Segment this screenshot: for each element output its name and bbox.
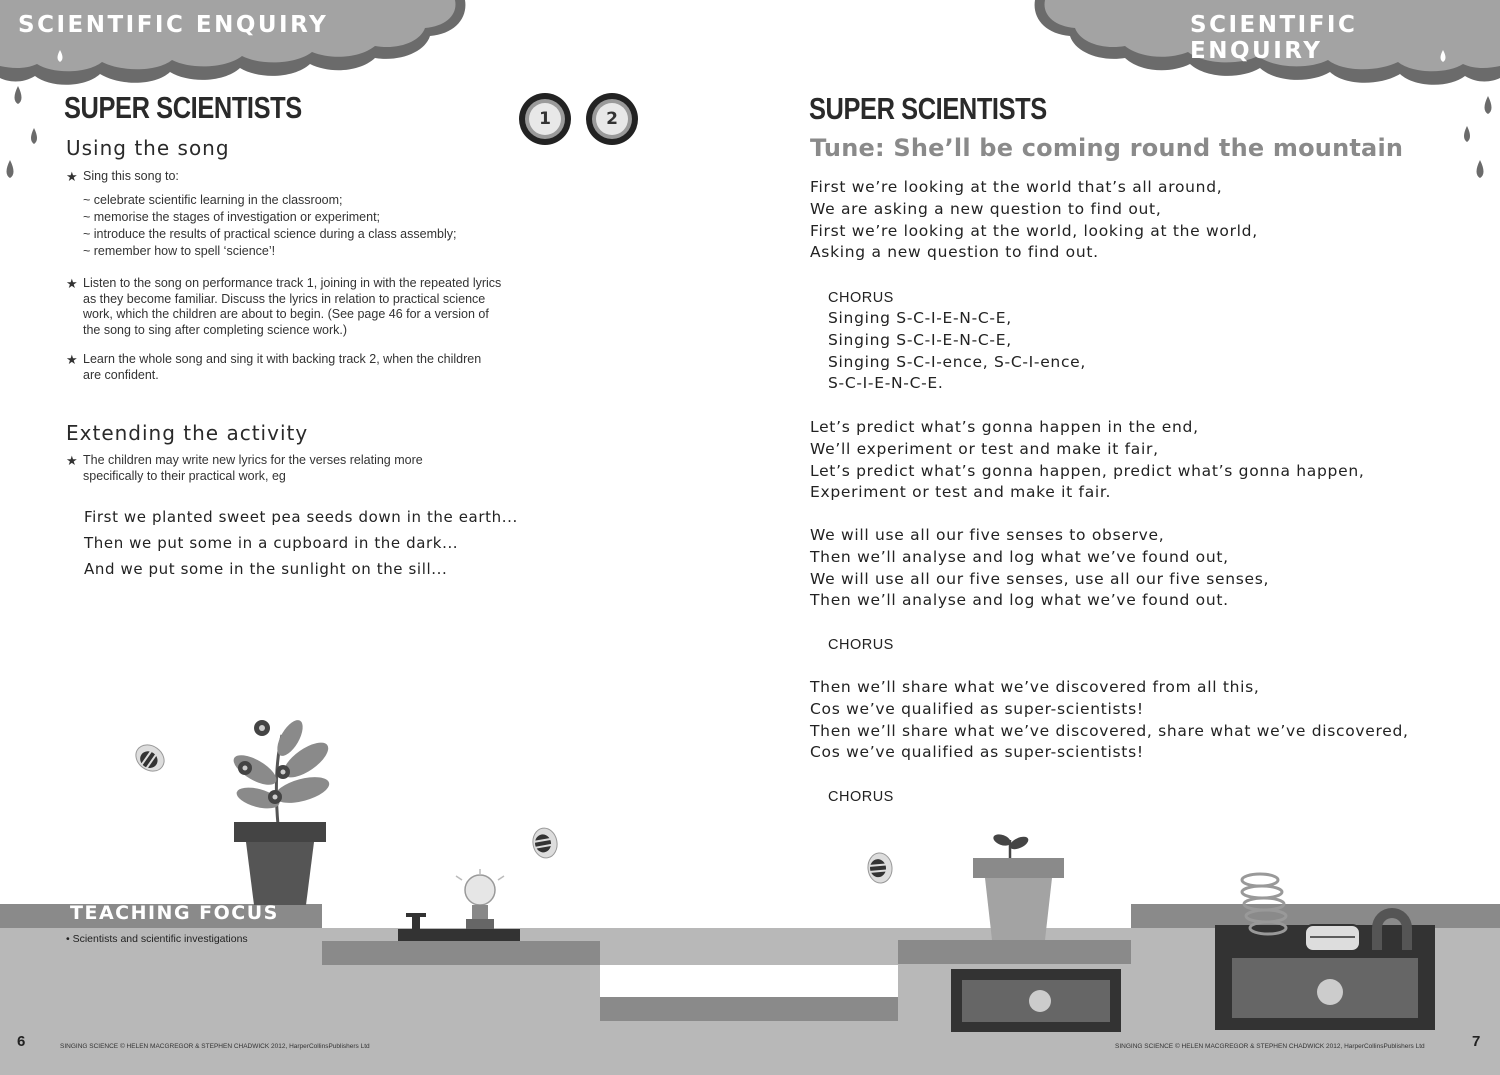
teaching-focus-title: TEACHING FOCUS — [70, 902, 279, 924]
right-banner-title: SCIENTIFIC ENQUIRY — [1190, 12, 1358, 64]
track-2-number: 2 — [596, 103, 628, 135]
teaching-focus-item: • Scientists and scientific investigations — [66, 933, 248, 945]
lyric-line: Experiment or test and make it fair. — [810, 483, 1112, 502]
lyric-line: Singing S-C-I-E-N-C-E, — [828, 330, 1012, 349]
star-icon: ★ — [66, 453, 78, 468]
lyric-line: Then we’ll share what we’ve discovered, share what we’ve discovered, — [810, 721, 1409, 740]
bullet-text: Listen to the song on performance track 1, joining in with the repeated lyrics as they become familiar. Discuss the lyrics in relation to practical science work, which the children are about to begin. (See page 46 for a version of the song to sing after completing science work.) — [83, 276, 502, 337]
list-item: ~ celebrate scientific learning in the classroom; — [83, 193, 343, 207]
drawer-left — [951, 969, 1121, 1032]
example-line: First we planted sweet pea seeds down in the earth... — [84, 508, 518, 526]
chorus-label: CHORUS — [828, 290, 894, 306]
chorus — [828, 309, 1086, 396]
chorus-label: CHORUS — [828, 789, 894, 805]
left-page-title: SUPER SCIENTISTS — [64, 90, 302, 125]
bullet-text: Sing this song to: — [83, 169, 179, 183]
lyric-line: S-C-I-E-N-C-E. — [828, 374, 944, 393]
page-number-left: 6 — [17, 1033, 26, 1050]
list-item: ~ introduce the results of practical science during a class assembly; — [83, 227, 457, 241]
verse-3 — [810, 526, 1269, 613]
seedling-pot — [973, 832, 1064, 940]
lyric-line: Singing S-C-I-ence, S-C-I-ence, — [828, 352, 1087, 371]
bullet-sing — [66, 169, 516, 185]
lyric-line: Then we’ll share what we’ve discovered from all this, — [810, 678, 1260, 696]
lyric-line: We will use all our five senses, use all our five senses, — [810, 569, 1270, 588]
bullet-extend — [66, 453, 516, 484]
lyric-line: We’ll experiment or test and make it fair, — [810, 439, 1159, 458]
list-item: ~ memorise the stages of investigation or experiment; — [83, 210, 381, 224]
lyric-line: We will use all our five senses to observe, — [810, 526, 1165, 544]
example-lyrics — [84, 508, 518, 586]
example-line: Then we put some in a cupboard in the dark... — [84, 534, 459, 552]
switch-and-bulb — [398, 869, 520, 941]
verse-4 — [810, 678, 1409, 765]
star-icon: ★ — [66, 169, 78, 184]
lyric-line: We are asking a new question to find out, — [810, 199, 1162, 218]
copyright-left: SINGING SCIENCE © HELEN MACGREGOR & STEPHEN CHADWICK 2012, HarperCollinsPublishers Ltd — [60, 1043, 370, 1050]
lyric-line: Singing S-C-I-E-N-C-E, — [828, 309, 1012, 327]
using-the-song-heading: Using the song — [66, 136, 230, 160]
track-1-badge — [519, 93, 571, 145]
lyric-line: Then we’ll analyse and log what we’ve found out, — [810, 547, 1229, 566]
tune-subtitle: Tune: She’ll be coming round the mountain — [810, 134, 1404, 162]
flower-plant — [229, 716, 333, 905]
lyric-line: First we’re looking at the world, looking at the world, — [810, 221, 1258, 240]
lyric-line: Cos we’ve qualified as super-scientists! — [810, 699, 1144, 718]
lyric-line: Let’s predict what’s gonna happen in the end, — [810, 418, 1199, 436]
lyric-line: Asking a new question to find out. — [810, 243, 1099, 262]
lyric-line: First we’re looking at the world that’s all around, — [810, 178, 1223, 196]
right-page-title: SUPER SCIENTISTS — [809, 91, 1047, 126]
copyright-right: SINGING SCIENCE © HELEN MACGREGOR & STEPHEN CHADWICK 2012, HarperCollinsPublishers Ltd — [1115, 1043, 1425, 1050]
extending-heading: Extending the activity — [66, 421, 309, 445]
star-icon: ★ — [66, 352, 78, 367]
bullet-text: Learn the whole song and sing it with backing track 2, when the children are confident. — [83, 352, 482, 382]
toy-box — [1215, 874, 1435, 1030]
track-2-badge — [586, 93, 638, 145]
left-banner-title: SCIENTIFIC ENQUIRY — [18, 12, 329, 38]
bullet-listen — [66, 276, 516, 338]
bullet-text: The children may write new lyrics for the verses relating more specifically to their practical work, eg — [83, 453, 423, 483]
track-1-number: 1 — [529, 103, 561, 135]
page-number-right: 7 — [1472, 1033, 1481, 1050]
verse-1 — [810, 178, 1258, 265]
lyric-line: Then we’ll analyse and log what we’ve found out. — [810, 591, 1229, 610]
lyric-line: Cos we’ve qualified as super-scientists! — [810, 743, 1144, 762]
lyric-line: Let’s predict what’s gonna happen, predict what’s gonna happen, — [810, 461, 1365, 480]
uses-list — [83, 193, 456, 261]
bullet-learn — [66, 352, 516, 383]
star-icon: ★ — [66, 276, 78, 291]
verse-2 — [810, 418, 1364, 505]
list-item: ~ remember how to spell ‘science’! — [83, 244, 276, 258]
chorus-label: CHORUS — [828, 637, 894, 653]
example-line: And we put some in the sunlight on the sill... — [84, 560, 448, 578]
